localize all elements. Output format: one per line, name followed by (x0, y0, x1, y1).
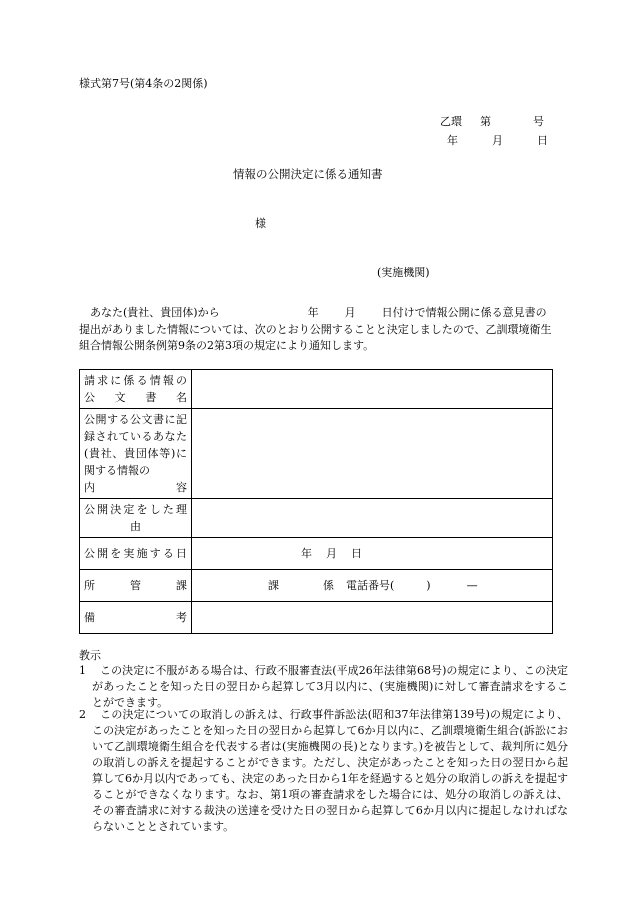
table-row (80, 370, 553, 409)
remarks-label: 備考 (80, 602, 192, 634)
disclosure-date-value: 年 月 日 (192, 538, 553, 570)
instruction-item-1: 1 この決定に不服がある場合は、行政不服審査法(平成26年法律第68号)の規定により、この決定があったことを知った日の翌日から起算して3月以内に、(実施機関)に対して審査請求をすることができます。 (79, 664, 568, 709)
requested-info-label: 請求に係る情報の 公文書名 (80, 370, 192, 409)
doc-prefix: 乙環 (440, 115, 462, 128)
body-year: 年 (307, 306, 319, 319)
table-row (80, 570, 553, 602)
table-row (80, 409, 553, 499)
disclosure-date-label: 公開を実施する日 (80, 538, 192, 570)
implementing-agency: (実施機関) (377, 266, 430, 279)
document-title: 情報の公開決定に係る通知書 (233, 167, 383, 181)
date-year: 年 (447, 134, 458, 147)
body-part2: 日付けで情報公開に係る意見書の提出がありました情報については、次のとおり公開することと決定しましたので、乙訓環境衛生組合情報公開条例第9条の2第3項の規定により通知します。 (79, 306, 552, 352)
instruction-item-2: 2 この決定についての取消しの訴えは、行政事件訴訟法(昭和37年法律第139号)の規定により、この決定があったことを知った日の翌日から起算して6か月以内に、乙訓環境衛生組合(訴訟において乙訓環境衛生組合を代表する者は(実施機関の長)となります。)を被告として、裁判所に処分の取消しの訴えを提起することができます。ただし、決定があったことを知った日の翌日から起算して6か月以内であっても、決定のあった日から1年を経過すると処分の取消しの訴えを提起することができなくなります。なお、第1項の審査請求をした場合には、処分の取消しの訴えは、その審査請求に対する裁決の送達を受けた日の翌日から起算して6か月以内に提起しなければならないこととされています。 (79, 708, 568, 833)
addressee-suffix: 様 (255, 217, 266, 230)
decision-reason-label: 公開決定をした理 由 (80, 499, 192, 538)
disclosed-info-label: 公開する公文書に記録されているあなた(貴社、貴団体等)に関する情報の 内容 (80, 409, 192, 499)
table-row (80, 602, 553, 634)
table-row (80, 499, 553, 538)
body-month: 月 (344, 306, 356, 319)
form-number: 様式第7号(第4条の2関係) (79, 77, 208, 90)
doc-dai: 第 (480, 115, 491, 128)
table-row (80, 538, 553, 570)
date-month: 月 (492, 134, 503, 147)
disclosed-info-value (192, 409, 553, 499)
document-number-line (440, 114, 544, 130)
instructions-heading: 教示 (79, 649, 101, 662)
notice-table (79, 369, 553, 634)
requested-info-value (192, 370, 553, 409)
body-part1: あなた(貴社、貴団体)から (90, 306, 220, 319)
date-day: 日 (537, 134, 548, 147)
issue-date-line (447, 133, 548, 149)
decision-reason-value (192, 499, 553, 538)
remarks-value (192, 602, 553, 634)
doc-go: 号 (533, 115, 544, 128)
body-paragraph (79, 305, 554, 355)
department-value: 課 係 電話番号( ) — (192, 570, 553, 602)
department-label: 所管課 (80, 570, 192, 602)
